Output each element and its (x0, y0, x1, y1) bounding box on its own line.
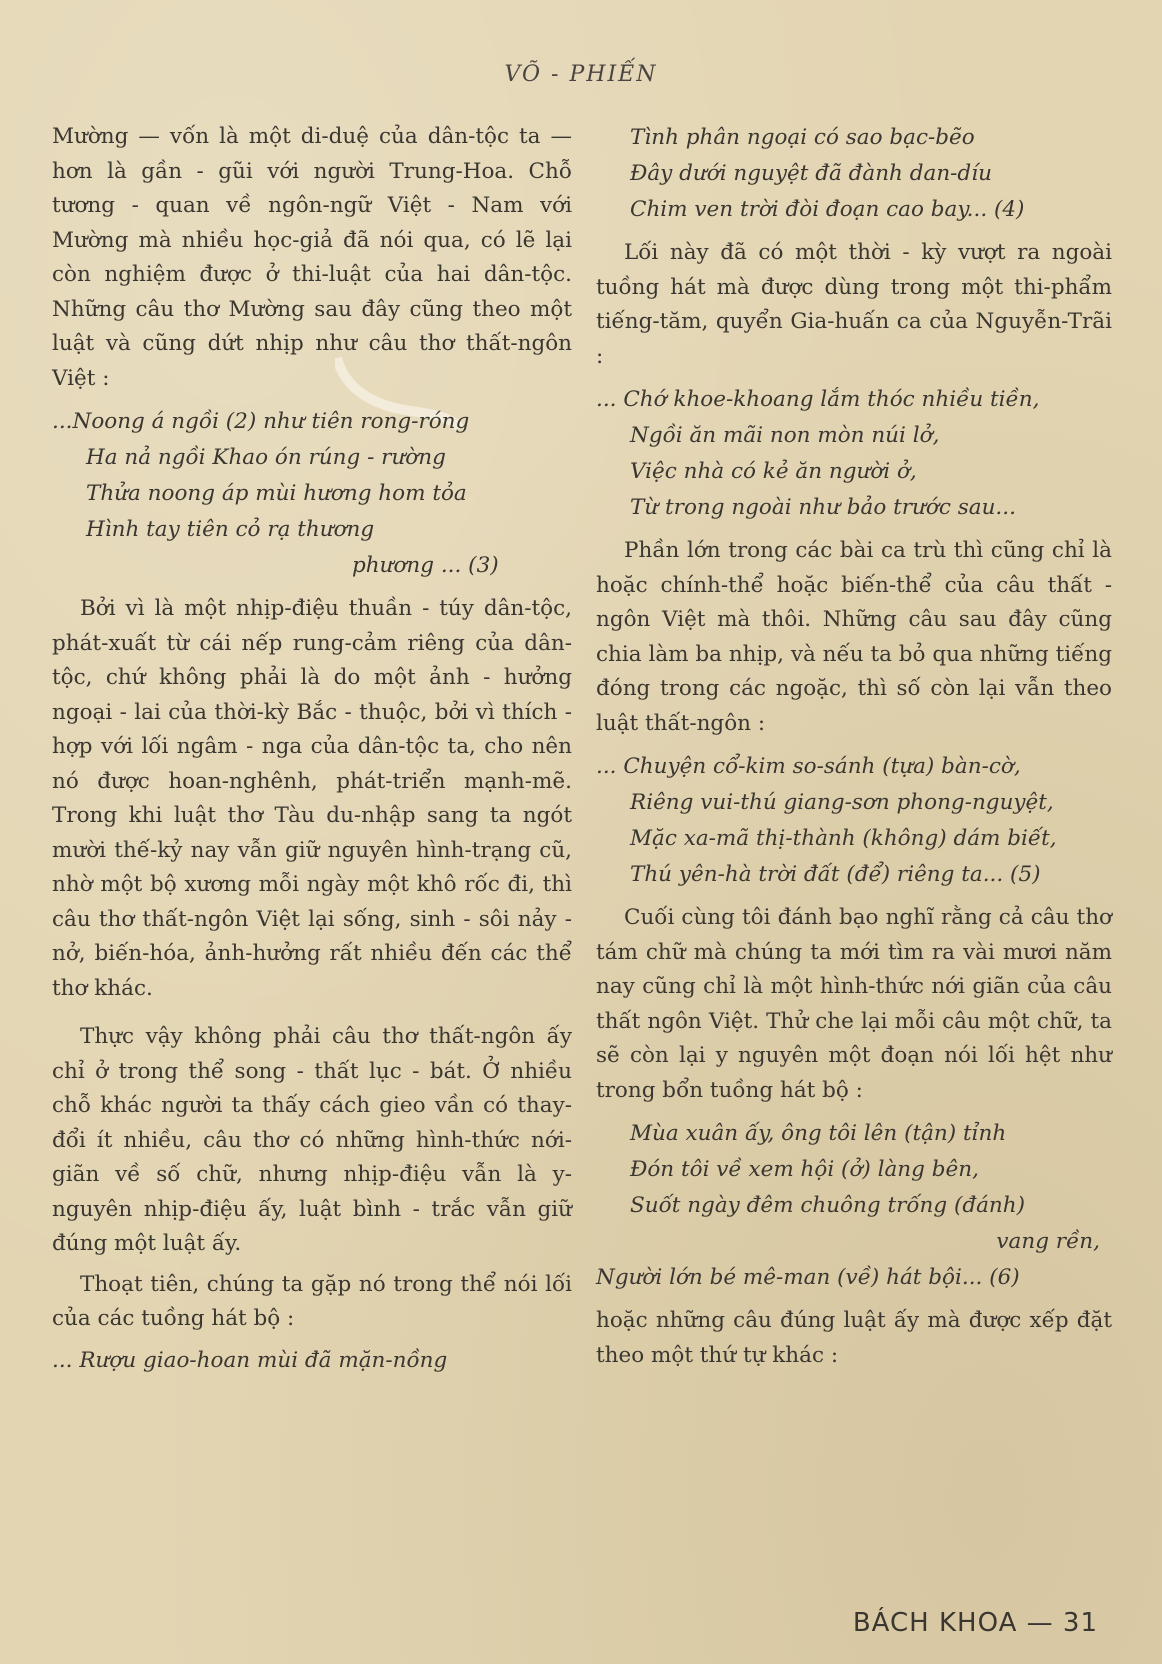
paragraph: Bởi vì là một nhịp-điệu thuần - túy dân-tộc, phát-xuất từ cái nếp rung-cảm riêng của dân-tộc, chứ không phải là do một ảnh - hưởng ngoại - lai của thời-kỳ Bắc - thuộc, bởi vì thích - hợp với lối ngâm - nga của dân-tộc ta, cho nên nó được hoan-nghênh, phát-triển mạnh-mẽ. Trong khi luật thơ Tàu du-nhập sang ta ngót mười thế-kỷ nay vẫn giữ nguyên hình-trạng cũ, nhờ một bộ xương mỗi ngày một khô rốc đi, thì câu thơ thất-ngôn Việt lại sống, sinh - sôi nảy - nở, biến-hóa, ảnh-hưởng rất nhiều đến các thể thơ khác. (52, 596, 572, 1001)
paragraph: Phần lớn trong các bài ca trù thì cũng chỉ là hoặc chính-thể hoặc biến-thể của câu thất - ngôn Việt mà thôi. Những câu sau đây cũng chia làm ba nhịp, và nếu ta bỏ qua những tiếng đóng trong các ngoặc, thì số còn lại vẫn theo luật thất-ngôn : (596, 538, 1112, 736)
paragraph: Thoạt tiên, chúng ta gặp nó trong thể nói lối của các tuồng hát bộ : (52, 1271, 572, 1331)
paragraph: Mường — vốn là một di-duệ của dân-tộc ta — hơn là gần - gũi với người Trung-Hoa. Chỗ tương - quan về ngôn-ngữ Việt - Nam với Mường mà nhiều học-giả đã nói qua, có lẽ lại còn nghiệm được ở thi-luật của hai dân-tộc. Những câu thơ Mường sau đây cũng theo một luật và cũng dứt nhịp như câu thơ thất-ngôn Việt : (52, 124, 572, 391)
verse-line: Tình phân ngoại có sao bạc-bẽo (630, 125, 975, 150)
verse-line: Suốt ngày đêm chuông trống (đánh) (630, 1193, 1026, 1218)
paragraph: Thực vậy không phải câu thơ thất-ngôn ấy chỉ ở trong thể song - thất lục - bát. Ở nhiều chỗ khác người ta thấy cách gieo vần có thay-đổi ít nhiều, câu thơ có những hình-thức nới-giãn về số chữ, nhưng nhịp-điệu vẫn là y-nguyên nhịp-điệu ấy, luật bình - trắc vẫn giữ đúng một luật ấy. (52, 1024, 572, 1256)
verse-line: Hình tay tiên cỏ rạ thương (86, 517, 375, 542)
paragraph: Cuối cùng tôi đánh bạo nghĩ rằng cả câu thơ tám chữ mà chúng ta mới tìm ra vài mươi năm nay cũng chỉ là một hình-thức nới giãn của câu thất ngôn Việt. Thử che lại mỗi câu một chữ, ta sẽ còn lại y nguyên một đoạn nói lối hệt như trong bổn tuồng hát bộ : (596, 905, 1112, 1103)
verse-line: Đón tôi về xem hội (ở) làng bên, (630, 1157, 979, 1182)
verse-line: Từ trong ngoài như bảo trước sau... (630, 495, 1016, 520)
verse-line: Thửa noong áp mùi hương hom tỏa (86, 481, 467, 506)
left-column (52, 120, 572, 1379)
verse-line: ... Chớ khoe-khoang lắm thóc nhiều tiền, (596, 387, 1040, 412)
verse-line: Việc nhà có kẻ ăn người ở, (630, 459, 917, 484)
verse-line: Mùa xuân ấy, ông tôi lên (tận) tỉnh (630, 1121, 1007, 1146)
paragraph: hoặc những câu đúng luật ấy mà được xếp đặt theo một thứ tự khác : (596, 1308, 1112, 1368)
verse-block (596, 382, 1112, 526)
verse-line: Riêng vui-thú giang-sơn phong-nguyệt, (630, 790, 1054, 815)
verse-line: ... Rượu giao-hoan mùi đã mặn-nồng (52, 1347, 448, 1373)
verse-line: Chim ven trời đòi đoạn cao bay... (4) (630, 197, 1025, 222)
right-column (596, 120, 1112, 1379)
verse-block (596, 120, 1112, 228)
verse-line: Mặc xa-mã thị-thành (không) dám biết, (630, 826, 1057, 851)
paragraph: Lối này đã có một thời - kỳ vượt ra ngoài tuồng hát mà được dùng trong một thi-phẩm tiếng-tăm, quyển Gia-huấn ca của Nguyễn-Trãi : (596, 240, 1112, 369)
verse-block (596, 749, 1112, 893)
verse-line: ...Noong á ngồi (2) như tiên rong-róng (52, 409, 470, 434)
verse-line: Người lớn bé mê-man (về) hát bội... (6) (596, 1265, 1020, 1290)
verse-line-continuation: vang rền, (996, 1229, 1100, 1254)
verse-line: ... Chuyện cổ-kim so-sánh (tựa) bàn-cờ, (596, 754, 1021, 779)
verse-block (52, 404, 572, 584)
verse-line: Đây dưới nguyệt đã đành dan-díu (630, 161, 992, 186)
verse-line: Thú yên-hà trời đất (để) riêng ta... (5) (630, 862, 1041, 887)
verse-line: Ha nả ngồi Khao ón rúng - rường (86, 445, 446, 470)
verse-block (596, 1116, 1112, 1296)
page-footer: BÁCH KHOA — 31 (852, 1608, 1098, 1638)
verse-line: Ngồi ăn mãi non mòn núi lở, (630, 423, 940, 448)
running-head: VÕ - PHIẾN (504, 62, 658, 87)
verse-line-continuation: phương ... (3) (352, 553, 499, 578)
